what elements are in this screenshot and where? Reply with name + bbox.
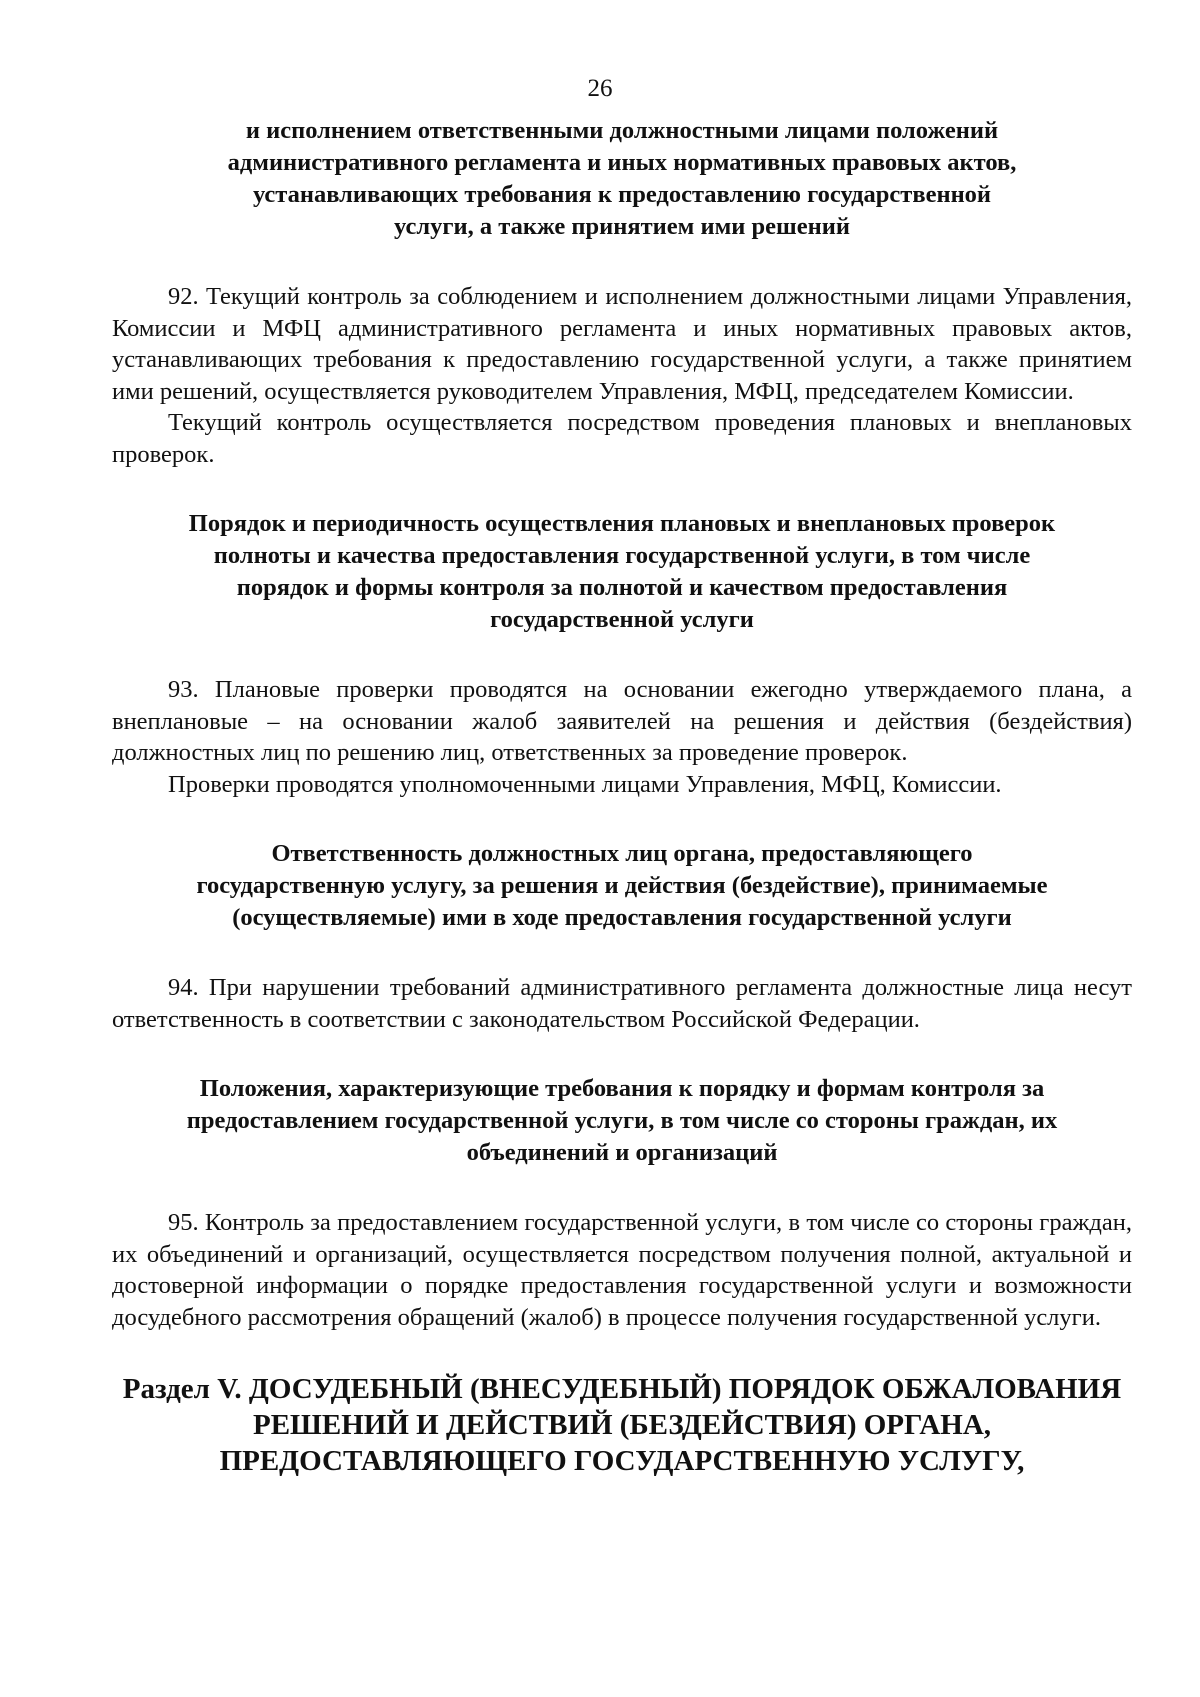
heading-line: (осуществляемые) ими в ходе предоставления государственной услуги bbox=[232, 904, 1012, 931]
paragraph-92-continuation: Текущий контроль осуществляется посредством проведения плановых и внеплановых проверок. bbox=[112, 409, 1132, 468]
paragraph-94: 94. При нарушении требований административного регламента должностные лица несут ответственность в соответствии с законодательством Российской Федерации. bbox=[112, 974, 1132, 1033]
paragraph-93-continuation: Проверки проводятся уполномоченными лицами Управления, МФЦ, Комиссии. bbox=[168, 770, 1002, 798]
section-title-line: ПРЕДОСТАВЛЯЮЩЕГО ГОСУДАРСТВЕННУЮ УСЛУГУ, bbox=[219, 1445, 1025, 1477]
heading-line: административного регламента и иных нормативных правовых актов, bbox=[227, 149, 1017, 176]
heading-line: Ответственность должностных лиц органа, предоставляющего bbox=[271, 840, 973, 867]
heading-line: государственной услуги bbox=[490, 606, 754, 633]
page-content bbox=[112, 115, 1132, 1479]
heading-line: услуги, а также принятием ими решений bbox=[394, 213, 850, 240]
heading-line: полноты и качества предоставления государственной услуги, в том числе bbox=[213, 542, 1031, 569]
heading-officials-responsibility bbox=[112, 838, 1132, 934]
paragraph-95: 95. Контроль за предоставлением государственной услуги, в том числе со стороны граждан, их объединений и организаций, осуществляется посредством получения полной, актуальной и достоверной информации о порядке предоставления государственной услуги и возможности досудебного рассмотрения обращений (жалоб) в процессе получения государственной услуги. bbox=[112, 1209, 1132, 1331]
heading-line: и исполнением ответственными должностными лицами положений bbox=[245, 117, 999, 144]
heading-line: государственную услугу, за решения и действия (бездействие), принимаемые bbox=[196, 872, 1048, 899]
heading-line: порядок и формы контроля за полнотой и качеством предоставления bbox=[236, 574, 1008, 601]
section-title-line: РЕШЕНИЙ И ДЕЙСТВИЙ (БЕЗДЕЙСТВИЯ) ОРГАНА, bbox=[252, 1409, 992, 1441]
heading-line: устанавливающих требования к предоставлению государственной bbox=[252, 181, 992, 208]
heading-control-requirements bbox=[112, 1073, 1132, 1169]
section-5-title bbox=[112, 1371, 1132, 1479]
page-number: 26 bbox=[587, 75, 613, 102]
paragraph-93: 93. Плановые проверки проводятся на основании ежегодно утверждаемого плана, а внеплановые – на основании жалоб заявителей на решения и действия (бездействия) должностных лиц по решению лиц, ответственных за проведение проверок. bbox=[112, 676, 1132, 766]
heading-control-execution bbox=[112, 115, 1132, 243]
heading-line: объединений и организаций bbox=[466, 1139, 778, 1166]
heading-line: Порядок и периодичность осуществления плановых и внеплановых проверок bbox=[188, 510, 1056, 537]
heading-line: предоставлением государственной услуги, в том числе со стороны граждан, их bbox=[186, 1107, 1058, 1134]
heading-inspections-procedure bbox=[112, 508, 1132, 636]
section-title-line: Раздел V. ДОСУДЕБНЫЙ (ВНЕСУДЕБНЫЙ) ПОРЯДОК ОБЖАЛОВАНИЯ bbox=[122, 1373, 1122, 1405]
heading-line: Положения, характеризующие требования к порядку и формам контроля за bbox=[199, 1075, 1045, 1102]
paragraph-92: 92. Текущий контроль за соблюдением и исполнением должностными лицами Управления, Комиссии и МФЦ административного регламента и иных нормативных правовых актов, устанавливающих требования к предоставлению государственной услуги, а также принятием ими решений, осуществляется руководителем Управления, МФЦ, председателем Комиссии. bbox=[112, 283, 1132, 405]
